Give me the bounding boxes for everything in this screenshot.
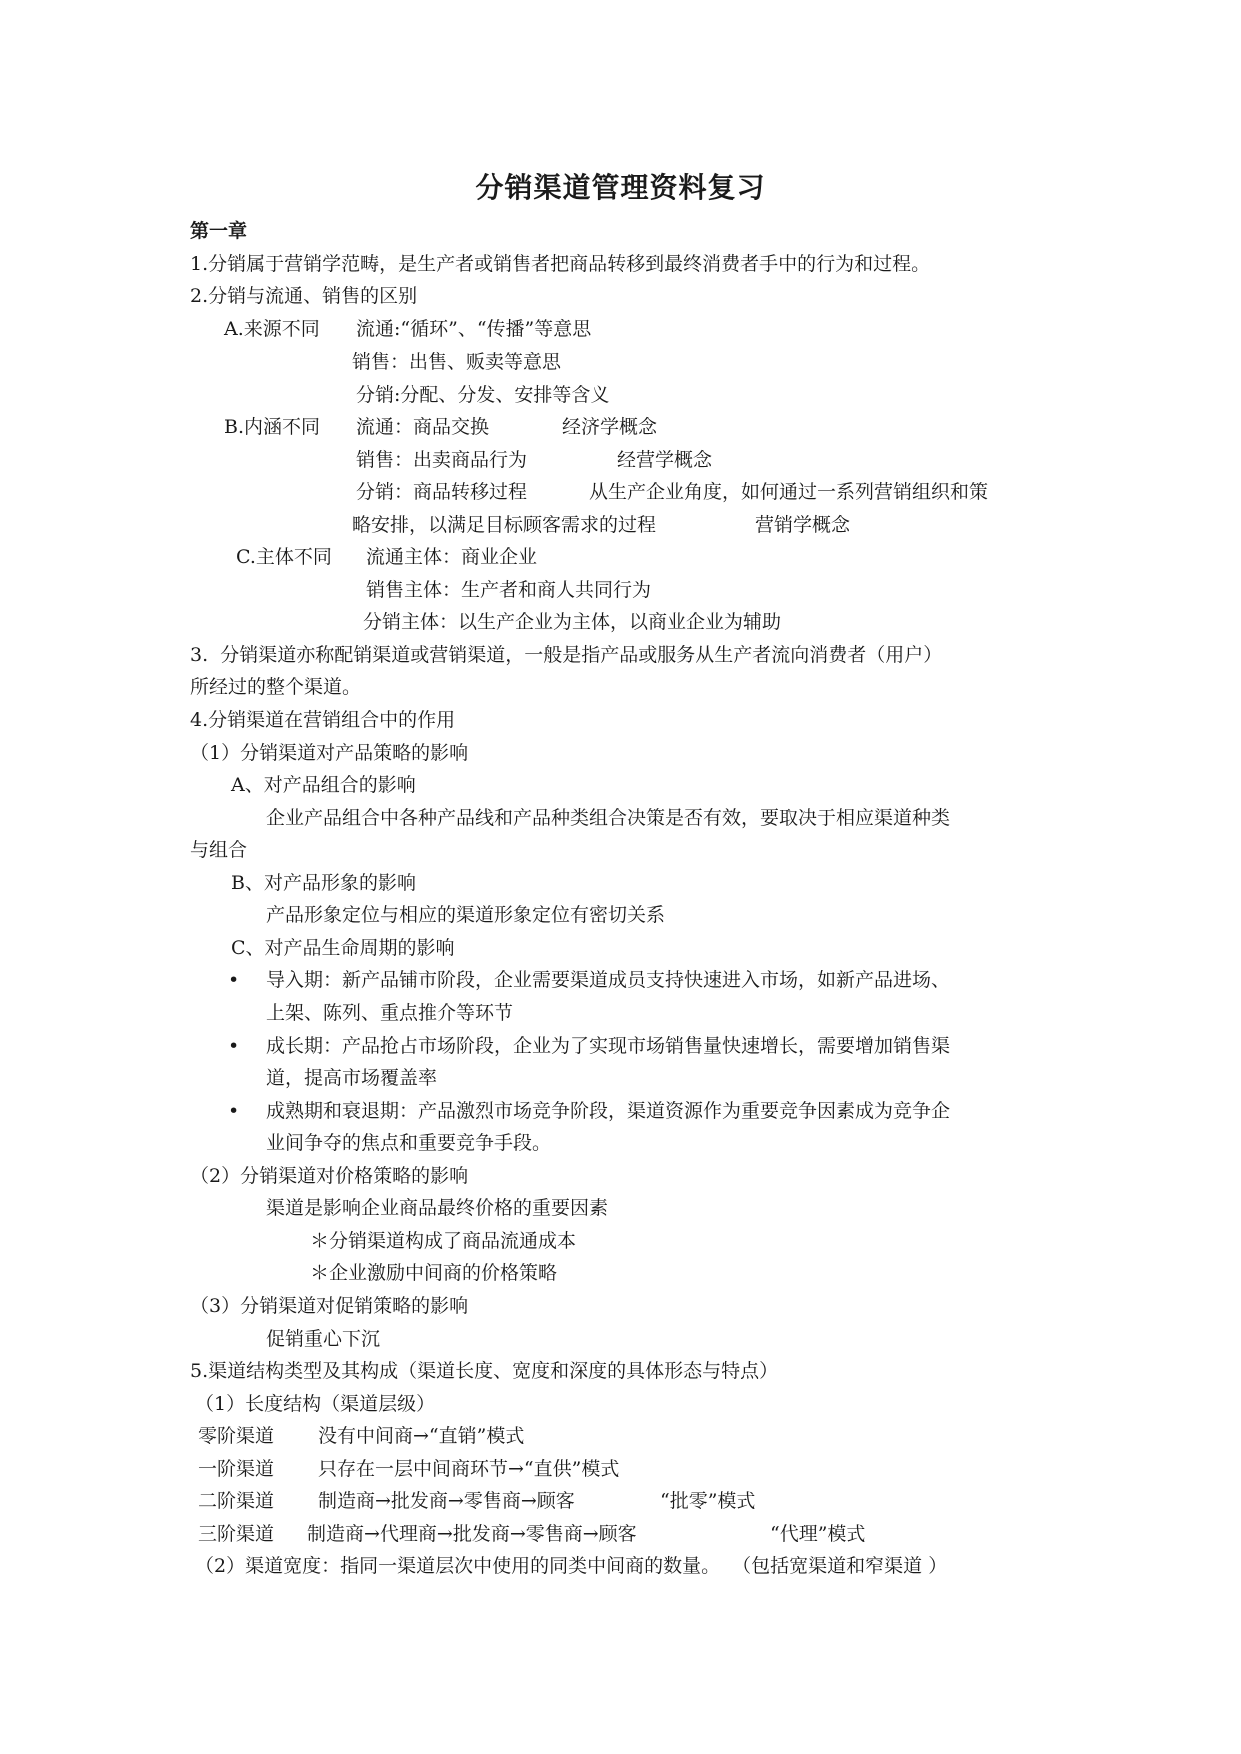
text-line: 经营学概念 [617,449,713,471]
text-line: （3）分销渠道对促销策略的影响 [190,1295,469,1317]
text-line: 没有中间商→“直销”模式 [318,1425,525,1447]
text-line: “代理”模式 [770,1523,866,1545]
text-line: 道，提高市场覆盖率 [266,1067,438,1089]
text-line: 2.分销与流通、销售的区别 [190,285,418,307]
text-line: ＊分销渠道构成了商品流通成本 [310,1230,577,1252]
text-line: 5.渠道结构类型及其构成（渠道长度、宽度和深度的具体形态与特点） [190,1360,779,1382]
text-line: （1）分销渠道对产品策略的影响 [190,742,469,764]
text-line: 业间争夺的焦点和重要竞争手段。 [266,1132,552,1154]
chapter-heading: 第一章 [190,220,248,242]
bullet: • [228,969,240,991]
bullet: • [228,1035,240,1057]
text-line: 一阶渠道 [198,1458,275,1480]
text-line: 成熟期和衰退期：产品激烈市场竞争阶段，渠道资源作为重要竞争因素成为竞争企 [266,1100,951,1122]
text-line: 营销学概念 [755,514,851,536]
text-line: 产品形象定位与相应的渠道形象定位有密切关系 [266,904,666,926]
text-line: A.来源不同 [224,318,320,340]
text-line: 分销:分配、分发、安排等含义 [356,384,610,406]
text-line: 渠道是影响企业商品最终价格的重要因素 [266,1197,609,1219]
text-line: （1）长度结构（渠道层级） [195,1393,436,1415]
text-line: 销售：出卖商品行为 [356,449,528,471]
text-line: A、对产品组合的影响 [231,774,416,796]
text-line: 所经过的整个渠道。 [190,676,362,698]
text-line: B.内涵不同 [224,416,321,438]
text-line: 流通：商品交换 [356,416,490,438]
text-line: 销售：出售、贩卖等意思 [352,351,562,373]
text-line: （2）渠道宽度：指同一渠道层次中使用的同类中间商的数量。 （包括宽渠道和窄渠道 ） [195,1555,948,1577]
text-line: 二阶渠道 [198,1490,275,1512]
text-line: “批零”模式 [660,1490,756,1512]
text-line: 4.分销渠道在营销组合中的作用 [190,709,456,731]
text-line: 1.分销属于营销学范畴，是生产者或销售者把商品转移到最终消费者手中的行为和过程。 [190,253,931,275]
text-line: 导入期：新产品铺市阶段，企业需要渠道成员支持快速进入市场，如新产品进场、 [266,969,951,991]
text-line: 略安排，以满足目标顾客需求的过程 [352,514,657,536]
text-line: 流通:“循环”、“传播”等意思 [356,318,592,340]
text-line: 分销：商品转移过程 [356,481,528,503]
text-line: ＊企业激励中间商的价格策略 [310,1262,558,1284]
text-line: B、对产品形象的影响 [231,872,416,894]
text-line: 促销重心下沉 [266,1328,381,1350]
text-line: 制造商→代理商→批发商→零售商→顾客 [307,1523,637,1545]
text-line: 经济学概念 [562,416,658,438]
text-line: 零阶渠道 [198,1425,275,1447]
text-line: 制造商→批发商→零售商→顾客 [318,1490,575,1512]
text-line: 只存在一层中间商环节→“直供”模式 [318,1458,620,1480]
text-line: C.主体不同 [236,546,332,568]
text-line: 成长期：产品抢占市场阶段，企业为了实现市场销售量快速增长，需要增加销售渠 [266,1035,951,1057]
text-line: 上架、陈列、重点推介等环节 [266,1002,514,1024]
text-line: 销售主体：生产者和商人共同行为 [366,579,652,601]
document-title: 分销渠道管理资料复习 [475,171,766,204]
text-line: 流通主体：商业企业 [366,546,538,568]
text-line: 企业产品组合中各种产品线和产品种类组合决策是否有效，要取决于相应渠道种类 [266,807,951,829]
text-line: 从生产企业角度，如何通过一系列营销组织和策 [589,481,989,503]
text-line: 三阶渠道 [198,1523,275,1545]
text-line: （2）分销渠道对价格策略的影响 [190,1165,469,1187]
bullet: • [228,1100,240,1122]
text-line: C、对产品生命周期的影响 [231,937,455,959]
text-line: 与组合 [190,839,248,861]
text-line: 3. 分销渠道亦称配销渠道或营销渠道，一般是指产品或服务从生产者流向消费者（用户） [190,644,943,666]
text-line: 分销主体：以生产企业为主体，以商业企业为辅助 [363,611,782,633]
